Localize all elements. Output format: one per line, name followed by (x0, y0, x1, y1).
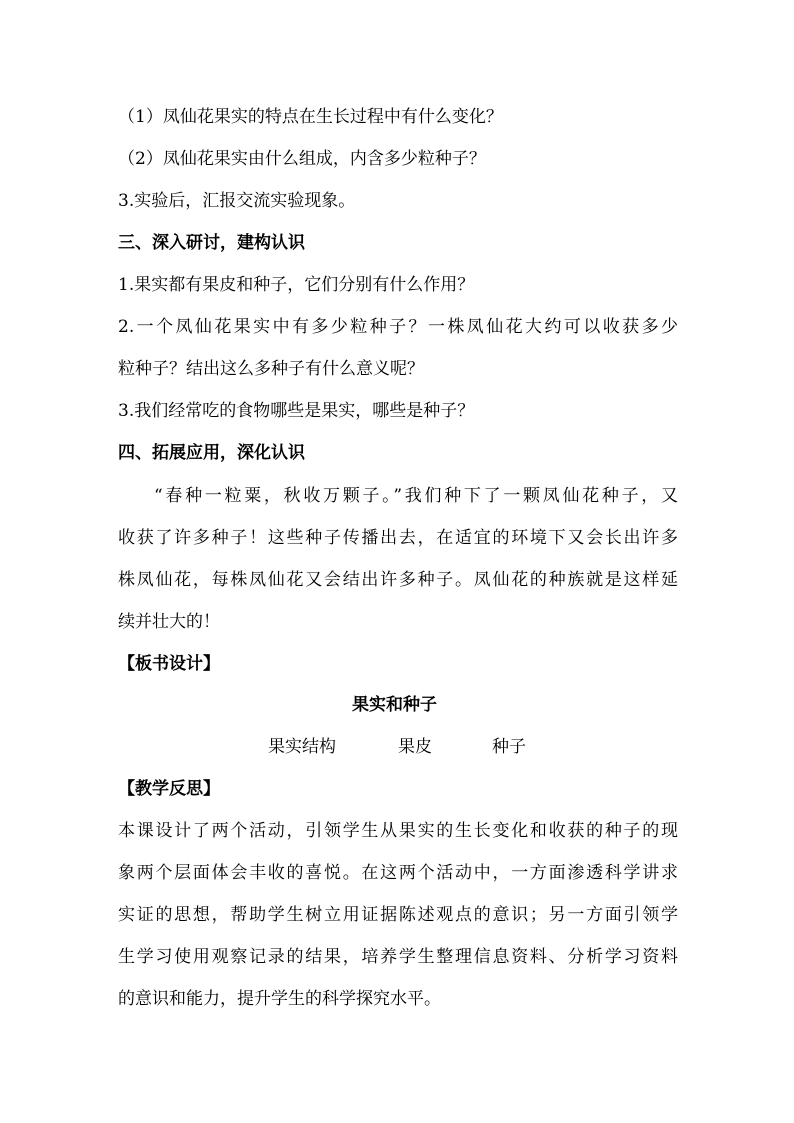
section-heading-4: 四、拓展应用，深化认识 (118, 443, 305, 463)
reflection-line-2: 象两个层面体会丰收的喜悦。在这两个活动中，一方面渗透科学讲求 (118, 863, 678, 883)
extension-paragraph-line-4: 续并壮大的！ (118, 612, 220, 632)
reflection-line-5: 的意识和能力，提升学生的科学探究水平。 (118, 989, 441, 1009)
section-heading-3: 三、深入研讨，建构认识 (118, 233, 305, 253)
reflection-line-1: 本课设计了两个活动，引领学生从果实的生长变化和收获的种子的现 (118, 821, 678, 841)
reflection-line-4: 生学习使用观察记录的结果，培养学生整理信息资料、分析学习资料 (118, 947, 678, 967)
discussion-item-3: 3.我们经常吃的食物哪些是果实，哪些是种子？ (118, 401, 475, 421)
question-line-2: （2）凤仙花果实由什么组成，内含多少粒种子？ (118, 149, 486, 169)
question-line-1: （1）凤仙花果实的特点在生长过程中有什么变化？ (118, 107, 503, 127)
reflection-line-3: 实证的思想，帮助学生树立用证据陈述观点的意识；另一方面引领学 (118, 905, 678, 925)
board-title: 果实和种子 (352, 695, 437, 715)
board-design-heading: 【板书设计】 (118, 654, 220, 674)
discussion-item-1: 1.果实都有果皮和种子，它们分别有什么作用？ (118, 275, 475, 295)
discussion-item-2-line-2: 粒种子？结出这么多种子有什么意义呢？ (118, 359, 424, 379)
extension-paragraph-line-1: “春种一粒粟，秋收万颗子。”我们种下了一颗凤仙花种子，又 (154, 486, 678, 506)
extension-paragraph-line-3: 株凤仙花，每株凤仙花又会结出许多种子。凤仙花的种族就是这样延 (118, 570, 678, 590)
step-line: 3.实验后，汇报交流实验现象。 (118, 191, 356, 211)
discussion-item-2-line-1: 2.一个凤仙花果实中有多少粒种子？一株凤仙花大约可以收获多少 (118, 317, 678, 337)
board-item-peel: 果皮 (398, 737, 432, 757)
board-item-seed: 种子 (492, 737, 526, 757)
teaching-reflection-heading: 【教学反思】 (118, 779, 220, 799)
extension-paragraph-line-2: 收获了许多种子！这些种子传播出去，在适宜的环境下又会长出许多 (118, 528, 678, 548)
board-item-fruit-structure: 果实结构 (268, 737, 336, 757)
